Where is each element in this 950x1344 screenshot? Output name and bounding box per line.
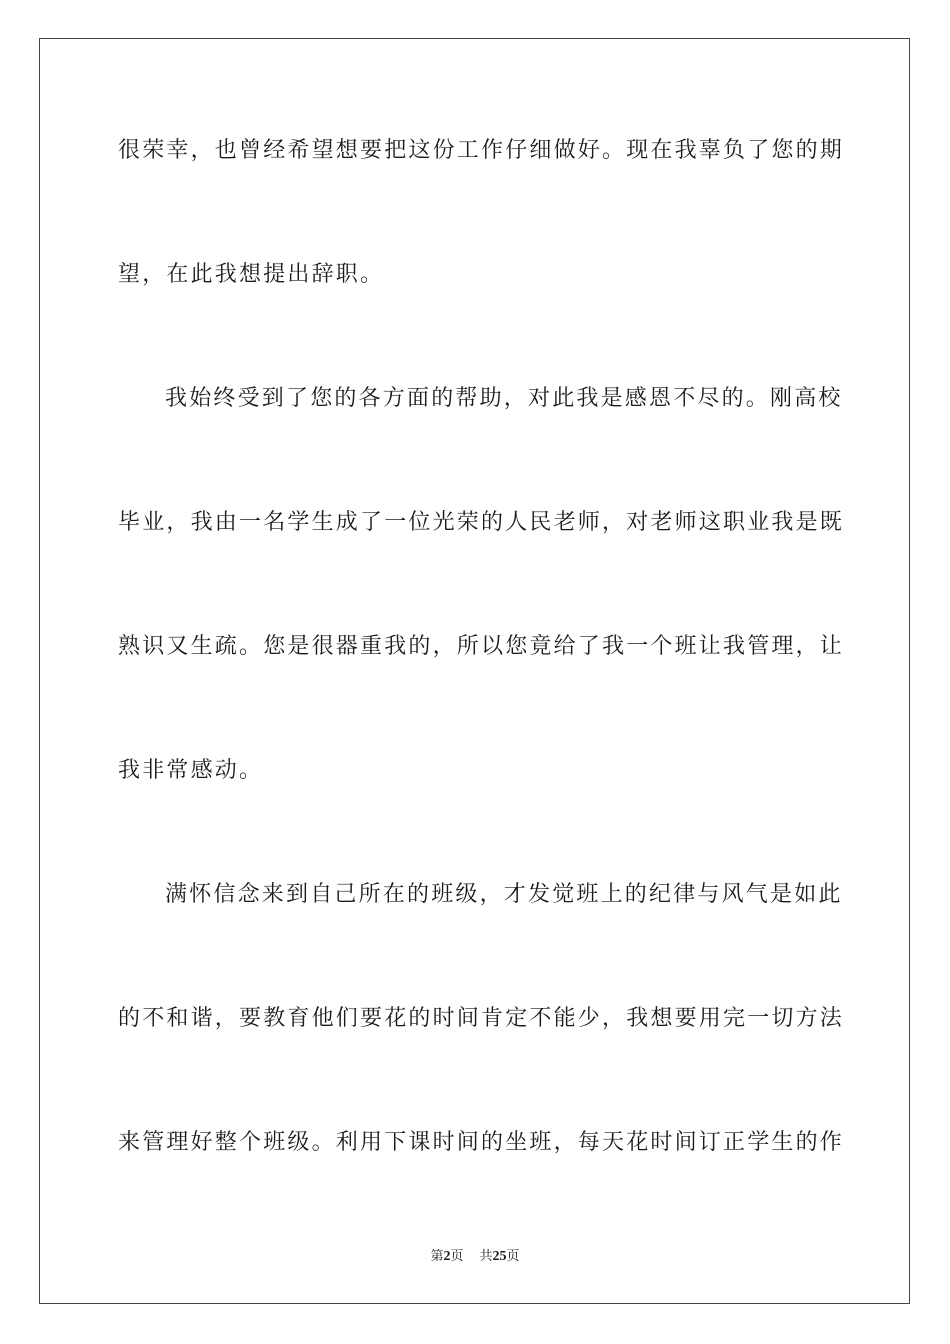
page-footer xyxy=(0,1247,950,1267)
page-number: 2 xyxy=(443,1249,451,1264)
text-line-6: 我非常感动。 xyxy=(118,758,264,783)
text-line-2: 望，在此我想提出辞职。 xyxy=(118,262,385,287)
page-suffix: 页 xyxy=(450,1249,464,1264)
text-line-7: 满怀信念来到自己所在的班级，才发觉班上的纪律与风气是如此 xyxy=(165,882,843,907)
text-line-3: 我始终受到了您的各方面的帮助，对此我是感恩不尽的。刚高校 xyxy=(165,386,843,411)
text-line-1: 很荣幸，也曾经希望想要把这份工作仔细做好。现在我辜负了您的期 xyxy=(118,138,845,163)
total-prefix: 共 xyxy=(479,1249,493,1264)
page-prefix: 第 xyxy=(430,1249,444,1264)
total-pages: 25 xyxy=(492,1249,507,1264)
text-line-8: 的不和谐，要教育他们要花的时间肯定不能少，我想要用完一切方法 xyxy=(118,1006,845,1031)
total-suffix: 页 xyxy=(506,1249,520,1264)
text-line-4: 毕业，我由一名学生成了一位光荣的人民老师，对老师这职业我是既 xyxy=(118,510,845,535)
text-line-9: 来管理好整个班级。利用下课时间的坐班，每天花时间订正学生的作 xyxy=(118,1130,845,1155)
text-line-5: 熟识又生疏。您是很器重我的，所以您竟给了我一个班让我管理，让 xyxy=(118,634,845,659)
document-body xyxy=(118,126,845,1242)
